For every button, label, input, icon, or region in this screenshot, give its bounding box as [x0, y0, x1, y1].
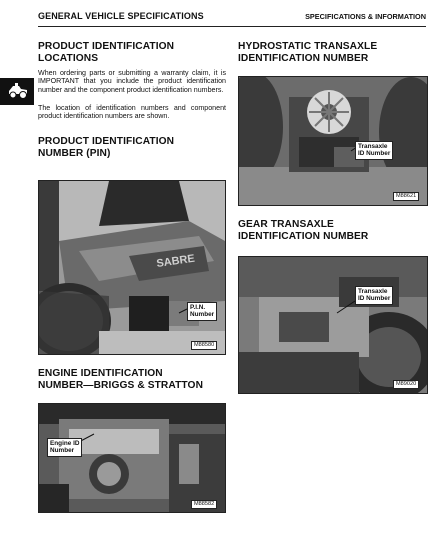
location-paragraph: The location of identification numbers and component product identification numbers are shown.	[38, 104, 226, 121]
hood-logo: SABRE	[155, 252, 196, 270]
pin-callout: P.I.N. Number	[187, 302, 217, 321]
gear-figure-code: M89020	[393, 380, 419, 389]
gear-callout: Transaxle ID Number	[355, 286, 393, 305]
pin-heading: PRODUCT IDENTIFICATION NUMBER (PIN)	[38, 136, 175, 159]
section-title: GENERAL VEHICLE SPECIFICATIONS	[38, 11, 204, 21]
pin-location-photo	[38, 180, 226, 355]
gear-transaxle-photo	[238, 256, 428, 394]
page-header	[38, 11, 426, 25]
gear-heading: GEAR TRANSAXLE IDENTIFICATION NUMBER	[238, 219, 369, 242]
locations-heading: PRODUCT IDENTIFICATION LOCATIONS	[38, 41, 175, 64]
hydro-callout: Transaxle ID Number	[355, 141, 393, 160]
pin-figure-code: M88580	[191, 341, 217, 350]
engine-figure-code: M88582	[191, 500, 217, 509]
chapter-title: SPECIFICATIONS & INFORMATION	[305, 12, 426, 21]
section-tab	[0, 78, 34, 105]
engine-heading: ENGINE IDENTIFICATION NUMBER—BRIGGS & STRATTON	[38, 368, 204, 391]
engine-callout: Engine ID Number	[47, 438, 82, 457]
hydro-figure-code: M88621	[393, 192, 419, 201]
hydro-heading: HYDROSTATIC TRANSAXLE IDENTIFICATION NUMBER	[238, 41, 378, 64]
hydrostatic-transaxle-photo	[238, 76, 428, 206]
intro-paragraph: When ordering parts or submitting a warranty claim, it is IMPORTANT that you include the product identification number and the component product identification numbers.	[38, 69, 226, 94]
engine-id-photo	[38, 403, 226, 513]
header-rule	[38, 26, 426, 27]
